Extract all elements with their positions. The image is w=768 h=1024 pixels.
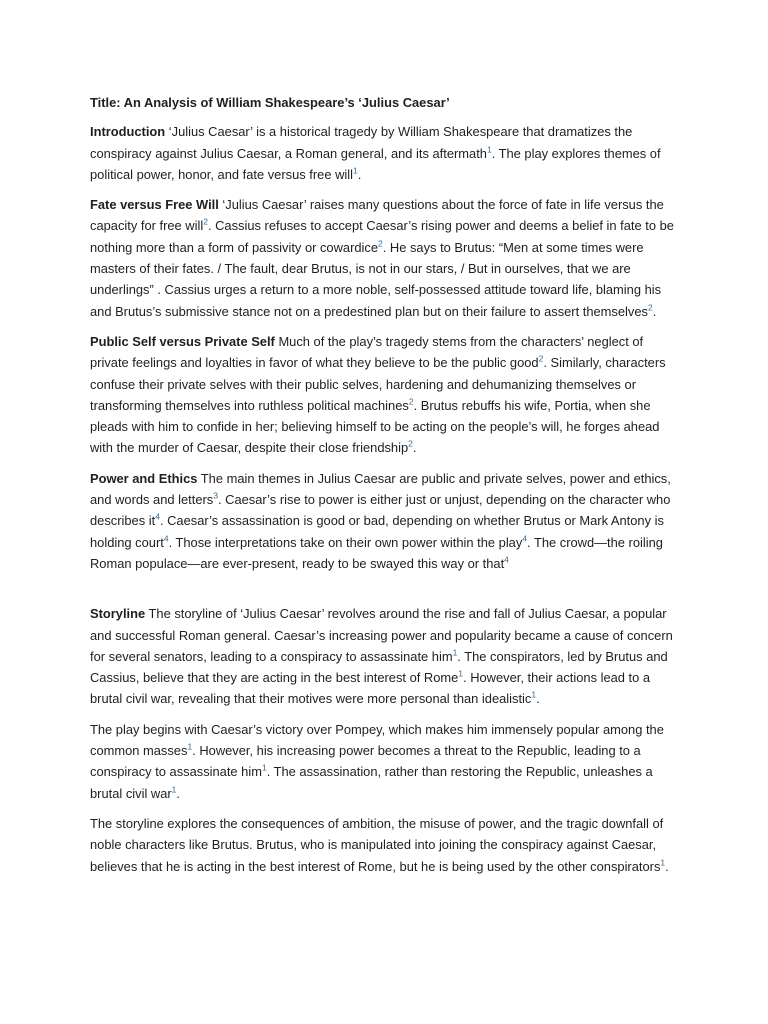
body-text: . (412, 440, 417, 456)
paragraph (90, 468, 682, 574)
citation-ref[interactable]: 1 (531, 690, 537, 701)
body-text: . (357, 166, 362, 182)
body-text: . Caesar’s assassination is good or bad, depending on whether Brutus or Mark Antony is holding court (90, 513, 664, 550)
paragraph (90, 603, 682, 709)
citation-ref[interactable]: 4 (504, 554, 509, 565)
body-text: The play begins with Caesar’s victory over Pompey, which makes him immensely popular among the common masses (90, 721, 664, 759)
citation-ref[interactable]: 1 (458, 668, 464, 679)
body-text: . The crowd—the roiling Roman populace—are ever-present, ready to be swayed this way or that (90, 534, 663, 571)
section-heading: Introduction (90, 124, 166, 140)
paragraph (90, 719, 682, 804)
citation-ref[interactable]: 1 (452, 647, 458, 658)
paragraph (90, 194, 682, 322)
body-text: Much of the play’s tragedy stems from the characters’ neglect of private feelings and loyalties in favor of what they believe to be the public good (90, 333, 644, 371)
citation-ref[interactable]: 4 (522, 533, 528, 544)
citation-ref[interactable]: 1 (171, 784, 177, 795)
body-text: . He says to Brutus: “Men at some times were masters of their fates. / The fault, dear Brutus, is not in our stars, / But in ourselves, that we are underlings” . Cassius urges a return to a more noble, self-possessed attitude toward life, blaming his and Brutus’s submissive stance not on a predestined plan but on their failure to assert themselves (90, 239, 662, 319)
citation-ref[interactable]: 1 (261, 763, 267, 774)
body-text: The storyline of ‘Julius Caesar’ revolves around the rise and fall of Julius Caesar, a popular and successful Roman general. Caesar’s increasing power and popularity became a cause of concern for several senators, leading to a conspiracy to assassinate him (90, 606, 673, 664)
citation-ref[interactable]: 2 (538, 353, 544, 364)
body-text: . (652, 303, 657, 319)
document-title: Title: An Analysis of William Shakespeare’s ‘Julius Caesar’ (90, 95, 450, 110)
paragraph (90, 813, 682, 877)
citation-ref[interactable]: 2 (378, 238, 383, 249)
body-text: . (536, 691, 540, 707)
body-text: . However, their actions lead to a brutal civil war, revealing that their motives were more personal than idealistic (90, 670, 651, 707)
citation-ref[interactable]: 1 (352, 165, 358, 176)
citation-ref[interactable]: 3 (213, 490, 218, 501)
body-text: ‘Julius Caesar’ raises many questions about the force of fate in life versus the capacity for free will (90, 197, 664, 234)
body-text: The storyline explores the consequences of ambition, the misuse of power, and the tragic downfall of noble characters like Brutus. Brutus, who is manipulated into joining the conspiracy against Caesar, believes that he is acting in the best interest of Rome, but he is being used by the other conspirators (90, 815, 664, 874)
citation-ref[interactable]: 1 (660, 857, 666, 868)
body-text: . However, his increasing power becomes a threat to the Republic, leading to a conspiracy to assassinate him (90, 743, 641, 780)
body-text: . Similarly, characters confuse their private selves with their public selves, hardening and dehumanizing themselves or transforming themselves into ruthless political machines (90, 355, 666, 413)
citation-ref[interactable]: 2 (408, 396, 414, 407)
citation-ref[interactable]: 1 (486, 144, 492, 155)
section-heading: Fate versus Free Will (90, 197, 219, 213)
citation-ref[interactable]: 4 (163, 533, 169, 544)
section-heading: Public Self versus Private Self (90, 333, 275, 349)
document-body (90, 121, 682, 877)
section-heading: Power and Ethics (90, 470, 198, 486)
body-text: . The assassination, rather than restoring the Republic, unleashes a brutal civil war (90, 764, 653, 801)
body-text: . (176, 785, 180, 801)
section-heading: Storyline (90, 606, 146, 622)
body-text: . Cassius refuses to accept Caesar’s rising power and deems a belief in fate to be nothing more than a form of passivity or cowardice (90, 218, 674, 255)
body-text: . (665, 858, 669, 874)
body-text: . Caesar’s rise to power is either just or unjust, depending on the character who describes it (90, 492, 671, 529)
citation-ref[interactable]: 4 (155, 512, 160, 523)
body-text: ‘Julius Caesar’ is a historical tragedy by William Shakespeare that dramatizes the conspiracy against Julius Caesar, a Roman general, and its aftermath (90, 124, 633, 161)
body-text: . Brutus rebuffs his wife, Portia, when she pleads with him to confide in her; believing himself to be acting on the people’s will, he forges ahead with the murder of Caesar, despite their close friendship (90, 397, 660, 456)
body-text: The main themes in Julius Caesar are public and private selves, power and ethics, and words and letters (90, 470, 671, 508)
body-text: . Those interpretations take on their own power within the play (168, 534, 523, 550)
citation-ref[interactable]: 2 (203, 217, 208, 228)
body-text: . The conspirators, led by Brutus and Cassius, believe that they are acting in the best interest of Rome (90, 648, 668, 686)
document-page (90, 92, 682, 886)
paragraph (90, 331, 682, 459)
body-text: . The play explores themes of political power, honor, and fate versus free will (90, 145, 661, 182)
citation-ref[interactable]: 1 (187, 741, 193, 752)
citation-ref[interactable]: 2 (408, 439, 413, 450)
paragraph (90, 121, 682, 185)
citation-ref[interactable]: 2 (647, 302, 653, 313)
